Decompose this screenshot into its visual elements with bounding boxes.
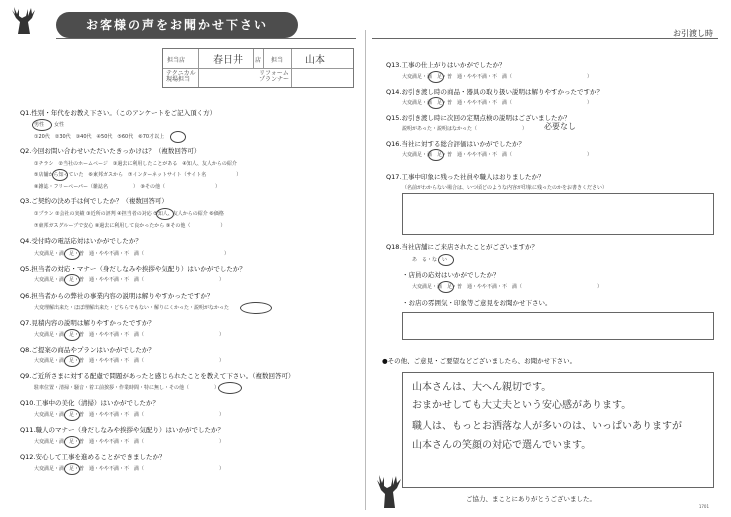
page-number: 1701 xyxy=(698,504,709,509)
q4-scale: 大変満足・満 足・普 通・やや不満・不 満（ ） xyxy=(34,251,230,257)
answer-circle xyxy=(428,149,444,161)
q1-ages: ①20代 ②30代 ③40代 ④50代 ⑤60代 ⑥70才以上 xyxy=(34,134,165,140)
q2-text: Q2.今回お問い合わせいただいたきっかけは？（複数回答可） xyxy=(20,147,201,155)
q7-scale: 大変満足・満 足・普 通・やや不満・不 満（ ） xyxy=(34,332,225,338)
q18-text: Q18.当社店舗にご来店されたことがございますか？ xyxy=(386,243,538,251)
q12-scale: 大変満足・満 足・普 通・やや不満・不 満（ ） xyxy=(34,466,225,472)
page-title: お客様の声をお聞かせ下さい xyxy=(56,12,298,38)
answer-circle xyxy=(32,119,52,131)
q5-text: Q5.担当者の対応・マナー（身だしなみや挨拶や気配り）はいかがでしたか？ xyxy=(20,265,246,273)
q6-scale: 大変理解出来た・ほぼ理解出来た・どちらでもない・解りにくかった・説明がなかった xyxy=(34,305,229,311)
reform-label: リフォーム プランナー xyxy=(259,70,290,83)
q1-text: Q1.性別・年代をお教え下さい。（このアンケートをご記入頂く方） xyxy=(20,109,217,117)
q9-text: Q9.ご近所さまに対する配慮で問題があったと感じられたことを教えて下さい。（複数回答可） xyxy=(20,372,295,380)
q17-text: Q17.工事中印象に残った社員や職人はおりましたか？ xyxy=(386,173,545,181)
q2-options-2: ⑤店舗から知っていた ⑥東邦ガスから ⑦インターネットサイト（サイト名 ） xyxy=(34,172,242,178)
answer-circle xyxy=(64,355,80,367)
q5-scale: 大変満足・満 足・普 通・やや不満・不 満（ ） xyxy=(34,277,225,283)
answer-circle xyxy=(438,254,454,266)
answer-circle xyxy=(156,208,174,220)
q6-text: Q6.担当者からの弊社の事業内容の説明は解りやすかったですか？ xyxy=(20,292,214,300)
title-rule xyxy=(56,38,356,39)
answer-circle xyxy=(428,97,444,109)
q3-options-1: ①プラン ②会社の実績 ③近所の評判 ④担当者の対応 ⑤知人、友人からの紹介 ⑥価格 xyxy=(34,211,224,217)
q8-text: Q8.ご提案の商品やプランはいかがでしたか？ xyxy=(20,346,155,354)
q17-sub: （名前がわからない場合は、いつ頃どのような内容が印象に残ったのかをお書きください） xyxy=(402,185,608,191)
answer-circle xyxy=(218,382,242,394)
title-rule-right xyxy=(372,38,718,39)
other-comments-label: ●その他、ご意見・ご要望などございましたら、お聞かせ下さい。 xyxy=(382,357,577,365)
handover-label: お引渡し時 xyxy=(673,29,713,38)
q10-text: Q10.工事中の美化（清掃）はいかがでしたか？ xyxy=(20,399,159,407)
comment-line-2: おまかせしても大丈夫という安心感があります。 xyxy=(412,400,632,411)
q13-text: Q13.工事の仕上がりはいかがでしたか？ xyxy=(386,61,506,69)
store-suffix: 店 xyxy=(255,57,262,64)
deer-logo-icon xyxy=(4,4,48,40)
q1-gender: 男性 女性 xyxy=(34,122,65,128)
answer-circle xyxy=(438,281,454,293)
q7-text: Q7.見積内容の説明は解りやすかったですか？ xyxy=(20,319,155,327)
comment-line-3: 職人は、もっとお洒落な人が多いのは、いっぱいありますが xyxy=(412,421,682,432)
q16-scale: 大変満足・満 足・普 通・やや不満・不 満（ ） xyxy=(402,152,593,158)
q2-options-1: ①チラシ ②当社のホームページ ③過去に利用したことがある ④知人、友人からの紹介 xyxy=(34,161,237,167)
q18-sub1: ・店員の応対はいかがでしたか？ xyxy=(402,271,500,279)
answer-circle xyxy=(240,302,272,314)
q2-options-3: ⑧雑誌・フリーペーパー（雑誌名 ） ⑨その他（ ） xyxy=(34,184,221,190)
answer-circle xyxy=(428,71,444,83)
q11-scale: 大変満足・満 足・普 通・やや不満・不 満（ ） xyxy=(34,439,225,445)
q11-text: Q11.職人のマナー（身だしなみや挨拶や気配り）はいかがでしたか？ xyxy=(20,426,224,434)
store-label: 担当店 xyxy=(167,57,186,64)
answer-circle xyxy=(170,131,186,143)
answer-circle xyxy=(52,169,68,181)
person-value: 山本 xyxy=(305,55,325,66)
q18-sub2: ・お店の雰囲気・印象等ご意見をお聞かせ下さい。 xyxy=(402,299,552,307)
column-divider xyxy=(365,30,366,510)
store-value: 春日井 xyxy=(213,55,243,66)
deer-illustration-icon xyxy=(374,472,406,510)
person-label: 担当 xyxy=(271,57,284,64)
q17-answer-box xyxy=(402,193,714,235)
q13-scale: 大変満足・満 足・普 通・やや不満・不 満（ ） xyxy=(402,74,593,80)
q3-options-2: ⑦東邦ガスグループで安心 ⑧過去に利用して良かったから ⑨その他（ ） xyxy=(34,223,226,229)
comment-line-4: 山本さんの笑顔の対応で選んでいます。 xyxy=(412,440,592,451)
q18-scale2: 大変満足・満 足・普 通・やや不満・不 満（ ） xyxy=(412,284,603,290)
q18-scale: あ る・な い xyxy=(412,257,448,263)
q16-text: Q16.当社に対する総合評価はいかがでしたか？ xyxy=(386,140,525,148)
answer-circle xyxy=(64,436,80,448)
answer-circle xyxy=(64,463,80,475)
thanks-text: ご協力、まことにありがとうございました。 xyxy=(466,495,596,503)
q3-text: Q3.ご契約の決め手は何でしたか？（複数回答可） xyxy=(20,197,168,205)
tech-label: テクニカル 現場担当 xyxy=(166,70,196,83)
q14-text: Q14.お引き渡し時の商品・器具の取り扱い説明は解りやすかったですか？ xyxy=(386,88,603,96)
q14-scale: 大変満足・満 足・普 通・やや不満・不 満（ ） xyxy=(402,100,593,106)
q18-answer-box xyxy=(402,312,714,340)
answer-circle xyxy=(64,409,80,421)
q4-text: Q4.受付時の電話応対はいかがでしたか？ xyxy=(20,237,142,245)
q12-text: Q12.安心して工事を進めることができましたか？ xyxy=(20,453,166,461)
shop-info-box xyxy=(162,48,354,88)
answer-circle xyxy=(64,274,80,286)
q8-scale: 大変満足・満 足・普 通・やや不満・不 満（ ） xyxy=(34,358,225,364)
comment-line-1: 山本さんは、大へん親切です。 xyxy=(412,382,552,393)
answer-circle xyxy=(64,329,80,341)
q15-scale: 説明があった・説明はなかった（ ） xyxy=(402,126,527,132)
q10-scale: 大変満足・満 足・普 通・やや不満・不 満（ ） xyxy=(34,412,225,418)
q15-answer: 必要なし xyxy=(544,122,576,131)
q15-text: Q15.お引き渡し時に次回の定期点検の説明はございましたか？ xyxy=(386,114,571,122)
answer-circle xyxy=(64,248,80,260)
q9-scale: 駐車位置・清掃・騒音・着工前挨拶・作業時間・特に無し・その他（ ） xyxy=(34,385,220,391)
